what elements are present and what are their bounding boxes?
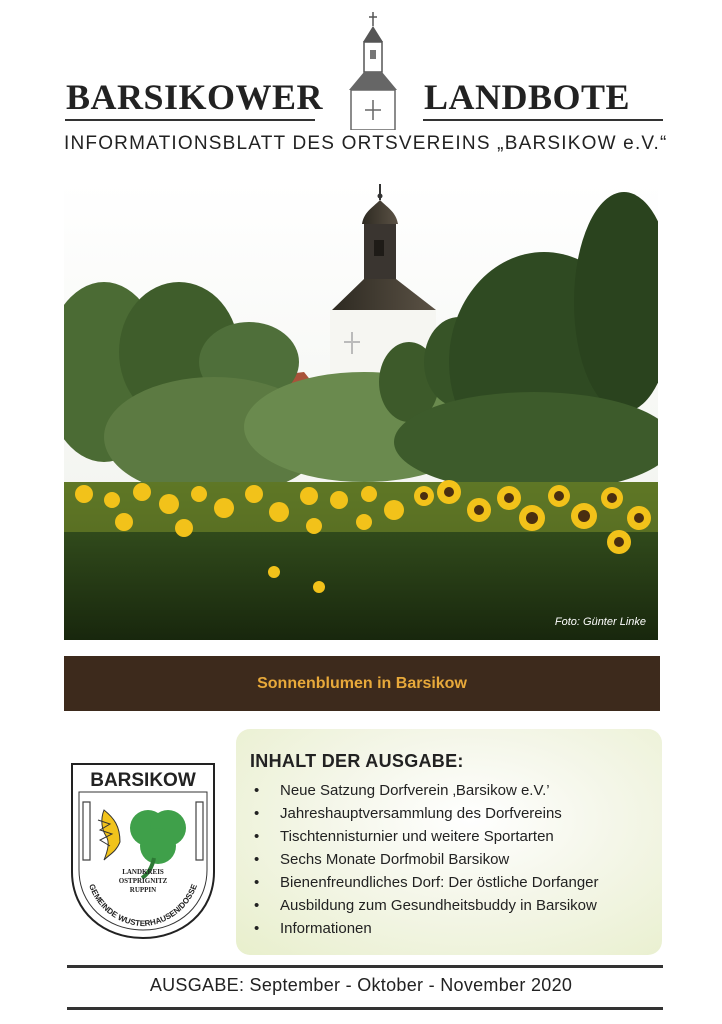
coat-line-3: RUPPIN bbox=[129, 886, 157, 894]
contents-list bbox=[250, 779, 599, 940]
cover-photo bbox=[64, 182, 658, 640]
issue-line: AUSGABE: September - Oktober - November 2020 bbox=[149, 975, 573, 995]
contents-item-text: Tischtennisturnier und weitere Sportarten bbox=[280, 828, 554, 845]
contents-item-text: Ausbildung zum Gesundheitsbuddy in Barsikow bbox=[280, 897, 597, 914]
masthead-title-right: LANDBOTE bbox=[424, 77, 631, 117]
church-tower-icon bbox=[343, 12, 403, 130]
contents-item bbox=[250, 848, 599, 871]
masthead-rule-right bbox=[423, 119, 663, 121]
contents-heading: INHALT DER AUSGABE: bbox=[250, 751, 464, 771]
bullet-icon: • bbox=[254, 874, 260, 891]
church-sunflower-illustration bbox=[64, 182, 658, 640]
footer-rule-top bbox=[67, 965, 663, 968]
coat-of-arms-icon bbox=[70, 762, 216, 940]
footer-rule-bottom bbox=[67, 1007, 663, 1010]
bullet-icon: • bbox=[254, 897, 260, 914]
coat-line-1: LANDKREIS bbox=[122, 868, 164, 876]
contents-item-text: Neue Satzung Dorfverein ‚Barsikow e.V.’ bbox=[280, 782, 550, 799]
contents-item bbox=[250, 825, 599, 848]
bullet-icon: • bbox=[254, 805, 260, 822]
contents-item bbox=[250, 802, 599, 825]
coat-name: BARSIKOW bbox=[90, 770, 196, 791]
masthead-title-left: BARSIKOWER bbox=[66, 77, 324, 117]
contents-item-text: Bienenfreundliches Dorf: Der östliche Dorfanger bbox=[280, 874, 599, 891]
contents-item-text: Jahreshauptversammlung des Dorfvereins bbox=[280, 805, 562, 822]
coat-line-2: OSTPRIGNITZ bbox=[118, 877, 168, 885]
coat-ring-text-path: GEMEINDE WUSTERHAUSEN/DOSSE bbox=[86, 882, 199, 929]
contents-item bbox=[250, 917, 599, 940]
contents-item bbox=[250, 871, 599, 894]
masthead-rule-left bbox=[65, 119, 315, 121]
bullet-icon: • bbox=[254, 851, 260, 868]
bullet-icon: • bbox=[254, 828, 260, 845]
masthead-subtitle: INFORMATIONSBLATT DES ORTSVEREINS „BARSIKOW e.V.“ bbox=[64, 133, 668, 154]
photo-caption: Sonnenblumen in Barsikow bbox=[257, 674, 467, 692]
contents-box bbox=[236, 729, 662, 955]
contents-item bbox=[250, 894, 599, 917]
bullet-icon: • bbox=[254, 920, 260, 937]
bullet-icon: • bbox=[254, 782, 260, 799]
photo-caption-bar bbox=[64, 656, 660, 711]
contents-item-text: Informationen bbox=[280, 920, 372, 937]
contents-item bbox=[250, 779, 599, 802]
photo-credit: Foto: Günter Linke bbox=[554, 616, 646, 628]
contents-item-text: Sechs Monate Dorfmobil Barsikow bbox=[280, 851, 510, 868]
